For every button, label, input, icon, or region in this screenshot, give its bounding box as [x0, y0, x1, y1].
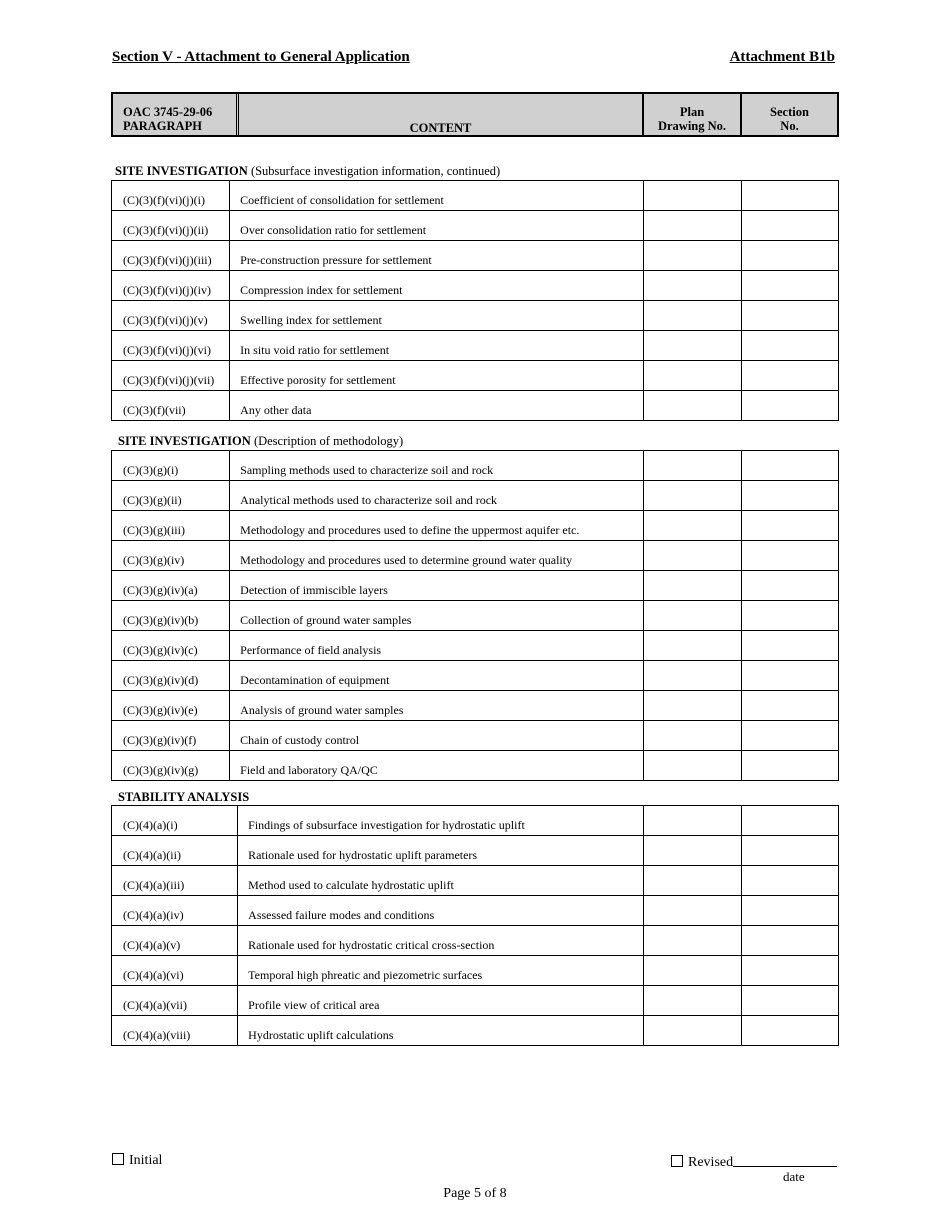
table-row: [112, 391, 839, 421]
initial-label: Initial: [129, 1153, 163, 1168]
content-cell: Performance of field analysis: [230, 631, 644, 661]
paragraph-cell: (C)(3)(g)(iv)(e): [112, 691, 230, 721]
plan-drawing-cell[interactable]: [643, 661, 741, 691]
section-no-cell[interactable]: [741, 806, 838, 836]
revised-date-line[interactable]: [733, 1153, 837, 1167]
paragraph-cell: (C)(4)(a)(iv): [112, 896, 238, 926]
plan-drawing-cell[interactable]: [643, 241, 741, 271]
section-title-stability: [118, 790, 249, 805]
section-title-rest: (Subsurface investigation information, continued): [247, 164, 501, 178]
content-cell: Methodology and procedures used to define the uppermost aquifer etc.: [230, 511, 644, 541]
section-no-cell[interactable]: [741, 601, 838, 631]
section-no-cell[interactable]: [741, 926, 838, 956]
content-cell: Profile view of critical area: [238, 986, 644, 1016]
paragraph-cell: (C)(3)(g)(iv)(a): [112, 571, 230, 601]
content-cell: Compression index for settlement: [230, 271, 644, 301]
paragraph-cell: (C)(4)(a)(v): [112, 926, 238, 956]
section-no-cell[interactable]: [741, 631, 838, 661]
plan-drawing-cell[interactable]: [643, 331, 741, 361]
content-cell: Chain of custody control: [230, 721, 644, 751]
paragraph-cell: (C)(3)(f)(vii): [112, 391, 230, 421]
content-cell: Detection of immiscible layers: [230, 571, 644, 601]
plan-drawing-cell[interactable]: [643, 301, 741, 331]
plan-drawing-cell[interactable]: [643, 956, 741, 986]
section-no-cell[interactable]: [741, 721, 838, 751]
content-cell: Over consolidation ratio for settlement: [230, 211, 644, 241]
page-number: Page 5 of 8: [443, 1186, 507, 1201]
plan-drawing-cell[interactable]: [643, 806, 741, 836]
header-paragraph: [113, 94, 239, 135]
plan-drawing-cell[interactable]: [643, 866, 741, 896]
content-cell: In situ void ratio for settlement: [230, 331, 644, 361]
table-row: [112, 751, 839, 781]
table-row: [112, 571, 839, 601]
plan-drawing-cell[interactable]: [643, 751, 741, 781]
content-cell: Temporal high phreatic and piezometric surfaces: [238, 956, 644, 986]
content-cell: Coefficient of consolidation for settlement: [230, 181, 644, 211]
paragraph-cell: (C)(3)(g)(iv)(b): [112, 601, 230, 631]
plan-drawing-cell[interactable]: [643, 896, 741, 926]
paragraph-cell: (C)(3)(f)(vi)(j)(i): [112, 181, 230, 211]
paragraph-cell: (C)(4)(a)(vii): [112, 986, 238, 1016]
content-cell: Hydrostatic uplift calculations: [238, 1016, 644, 1046]
section-no-cell[interactable]: [741, 896, 838, 926]
table-row: [112, 896, 839, 926]
content-cell: Swelling index for settlement: [230, 301, 644, 331]
revised-label: Revised: [688, 1155, 734, 1170]
section-no-cell[interactable]: [741, 271, 838, 301]
plan-drawing-cell[interactable]: [643, 721, 741, 751]
section-no-cell[interactable]: [741, 751, 838, 781]
table-row: [112, 601, 839, 631]
content-cell: Decontamination of equipment: [230, 661, 644, 691]
plan-drawing-cell[interactable]: [643, 926, 741, 956]
paragraph-cell: (C)(4)(a)(viii): [112, 1016, 238, 1046]
table-row: [112, 721, 839, 751]
paragraph-cell: (C)(4)(a)(ii): [112, 836, 238, 866]
section-no-cell[interactable]: [741, 691, 838, 721]
plan-drawing-cell[interactable]: [643, 691, 741, 721]
section-no-cell[interactable]: [741, 986, 838, 1016]
plan-drawing-cell[interactable]: [643, 451, 741, 481]
table-row: [112, 511, 839, 541]
paragraph-cell: (C)(3)(g)(ii): [112, 481, 230, 511]
plan-drawing-cell[interactable]: [643, 836, 741, 866]
plan-drawing-cell[interactable]: [643, 1016, 741, 1046]
paragraph-cell: (C)(3)(f)(vi)(j)(iv): [112, 271, 230, 301]
table-row: [112, 836, 839, 866]
section-no-cell[interactable]: [741, 481, 838, 511]
header-paragraph-line2: PARAGRAPH: [123, 119, 202, 133]
paragraph-cell: (C)(3)(f)(vi)(j)(ii): [112, 211, 230, 241]
table-row: [112, 541, 839, 571]
section-title-methodology: [118, 434, 403, 449]
table-row: [112, 271, 839, 301]
table-row: [112, 631, 839, 661]
section-title-bold: SITE INVESTIGATION: [118, 434, 251, 448]
plan-drawing-cell[interactable]: [643, 211, 741, 241]
plan-drawing-cell[interactable]: [643, 541, 741, 571]
paragraph-cell: (C)(4)(a)(vi): [112, 956, 238, 986]
content-cell: Rationale used for hydrostatic uplift parameters: [238, 836, 644, 866]
plan-drawing-cell[interactable]: [643, 391, 741, 421]
section-no-cell[interactable]: [741, 956, 838, 986]
page-header-title: Section V - Attachment to General Application: [112, 49, 410, 65]
table-row: [112, 691, 839, 721]
table-row: [112, 301, 839, 331]
paragraph-cell: (C)(3)(g)(i): [112, 451, 230, 481]
header-plan-line1: Plan: [679, 105, 705, 119]
section-no-cell[interactable]: [741, 391, 838, 421]
header-section-line2: No.: [780, 119, 799, 133]
section-no-cell[interactable]: [741, 836, 838, 866]
header-plan-drawing: [644, 94, 742, 135]
paragraph-cell: (C)(4)(a)(iii): [112, 866, 238, 896]
table-row: [112, 661, 839, 691]
plan-drawing-cell[interactable]: [643, 571, 741, 601]
content-cell: Analysis of ground water samples: [230, 691, 644, 721]
paragraph-cell: (C)(3)(f)(vi)(j)(vii): [112, 361, 230, 391]
content-cell: Field and laboratory QA/QC: [230, 751, 644, 781]
content-cell: Collection of ground water samples: [230, 601, 644, 631]
paragraph-cell: (C)(3)(g)(iv)(g): [112, 751, 230, 781]
content-cell: Effective porosity for settlement: [230, 361, 644, 391]
table-row: [112, 181, 839, 211]
table-row: [112, 361, 839, 391]
section-no-cell[interactable]: [741, 331, 838, 361]
table-row: [112, 331, 839, 361]
revised-checkbox-group[interactable]: [671, 1153, 837, 1171]
header-section-line1: Section: [770, 105, 809, 119]
section-no-cell[interactable]: [741, 661, 838, 691]
table-row: [112, 241, 839, 271]
section-no-cell[interactable]: [741, 1016, 838, 1046]
content-cell: Assessed failure modes and conditions: [238, 896, 644, 926]
section-title-bold: STABILITY ANALYSIS: [118, 790, 250, 804]
column-header-row: [111, 92, 839, 137]
section-title-bold: SITE INVESTIGATION: [115, 164, 248, 178]
header-paragraph-line1: OAC 3745-29-06: [123, 105, 213, 119]
content-cell: Methodology and procedures used to determine ground water quality: [230, 541, 644, 571]
table-row: [112, 986, 839, 1016]
section-no-cell[interactable]: [741, 301, 838, 331]
table-row: [112, 806, 839, 836]
header-plan-line2: Drawing No.: [657, 119, 727, 133]
revised-checkbox[interactable]: [671, 1155, 683, 1167]
paragraph-cell: (C)(3)(f)(vi)(j)(iii): [112, 241, 230, 271]
section-no-cell[interactable]: [741, 181, 838, 211]
table-subsurface: [111, 180, 839, 421]
content-cell: Sampling methods used to characterize soil and rock: [230, 451, 644, 481]
table-methodology: [111, 450, 839, 781]
paragraph-cell: (C)(4)(a)(i): [112, 806, 238, 836]
table-row: [112, 451, 839, 481]
plan-drawing-cell[interactable]: [643, 511, 741, 541]
paragraph-cell: (C)(3)(g)(iv)(f): [112, 721, 230, 751]
plan-drawing-cell[interactable]: [643, 361, 741, 391]
paragraph-cell: (C)(3)(g)(iv): [112, 541, 230, 571]
attachment-label: Attachment B1b: [729, 49, 835, 65]
paragraph-cell: (C)(3)(f)(vi)(j)(v): [112, 301, 230, 331]
plan-drawing-cell[interactable]: [643, 986, 741, 1016]
header-content: CONTENT: [239, 94, 644, 135]
initial-checkbox[interactable]: [112, 1153, 124, 1165]
content-cell: Findings of subsurface investigation for hydrostatic uplift: [238, 806, 644, 836]
paragraph-cell: (C)(3)(g)(iii): [112, 511, 230, 541]
section-title-subsurface: [115, 164, 500, 179]
section-no-cell[interactable]: [741, 451, 838, 481]
plan-drawing-cell[interactable]: [643, 601, 741, 631]
header-section-no: [742, 94, 837, 135]
content-cell: Method used to calculate hydrostatic uplift: [238, 866, 644, 896]
initial-checkbox-group[interactable]: [112, 1153, 162, 1169]
section-no-cell[interactable]: [741, 211, 838, 241]
plan-drawing-cell[interactable]: [643, 271, 741, 301]
paragraph-cell: (C)(3)(g)(iv)(d): [112, 661, 230, 691]
table-row: [112, 481, 839, 511]
table-row: [112, 211, 839, 241]
content-cell: Rationale used for hydrostatic critical cross-section: [238, 926, 644, 956]
date-label: date: [783, 1169, 805, 1184]
content-cell: Any other data: [230, 391, 644, 421]
section-no-cell[interactable]: [741, 866, 838, 896]
section-no-cell[interactable]: [741, 241, 838, 271]
table-row: [112, 926, 839, 956]
plan-drawing-cell[interactable]: [643, 631, 741, 661]
content-cell: Analytical methods used to characterize soil and rock: [230, 481, 644, 511]
table-row: [112, 1016, 839, 1046]
section-no-cell[interactable]: [741, 571, 838, 601]
table-row: [112, 866, 839, 896]
plan-drawing-cell[interactable]: [643, 181, 741, 211]
table-stability: [111, 805, 839, 1046]
section-no-cell[interactable]: [741, 361, 838, 391]
section-no-cell[interactable]: [741, 541, 838, 571]
paragraph-cell: (C)(3)(f)(vi)(j)(vi): [112, 331, 230, 361]
content-cell: Pre-construction pressure for settlement: [230, 241, 644, 271]
section-no-cell[interactable]: [741, 511, 838, 541]
section-title-rest: (Description of methodology): [250, 434, 404, 448]
paragraph-cell: (C)(3)(g)(iv)(c): [112, 631, 230, 661]
plan-drawing-cell[interactable]: [643, 481, 741, 511]
table-row: [112, 956, 839, 986]
